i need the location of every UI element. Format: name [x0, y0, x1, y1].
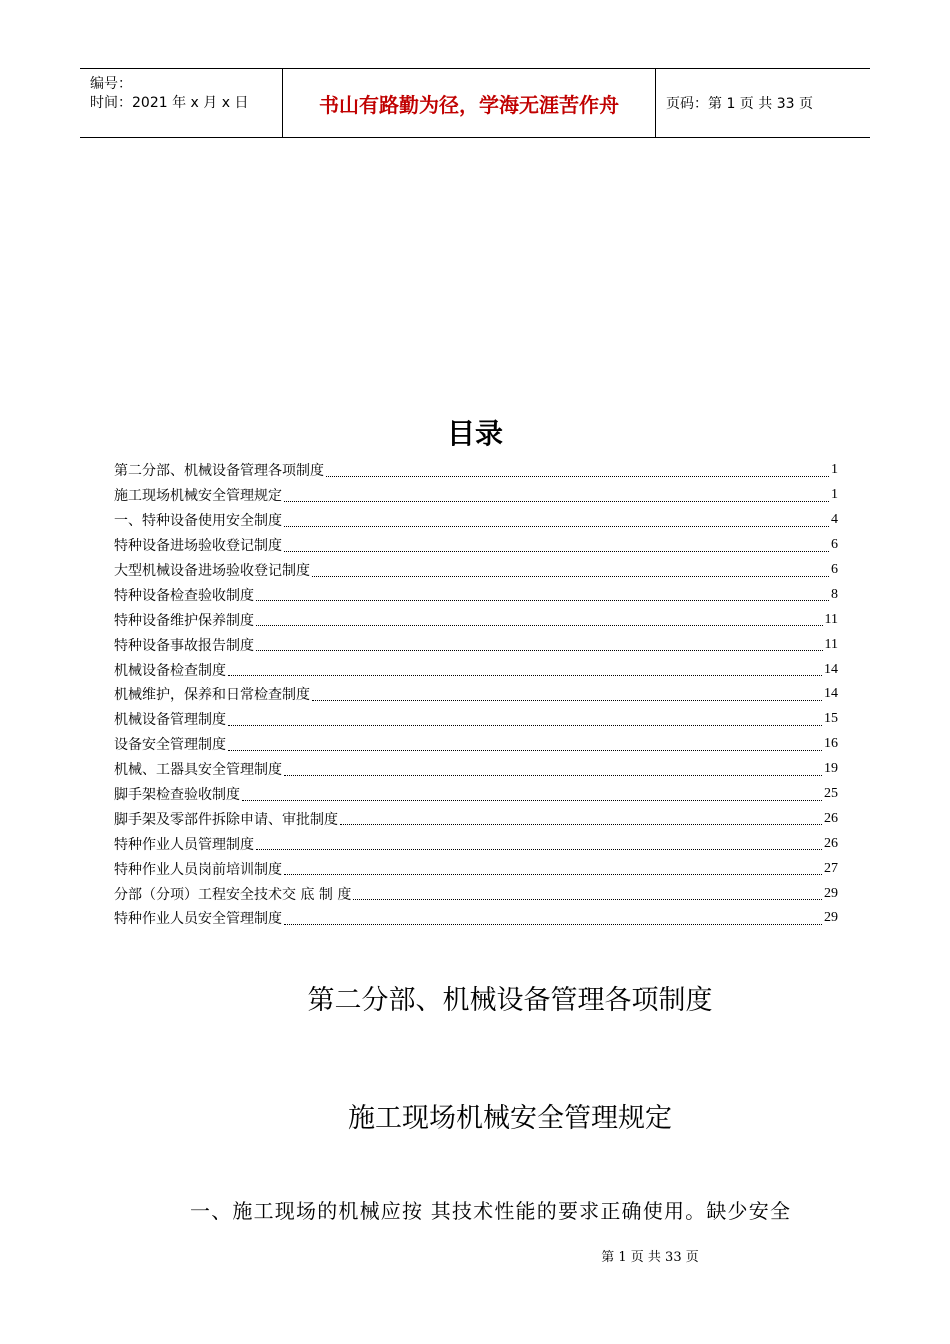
- toc-entry[interactable]: [114, 881, 838, 906]
- toc-leader-dots: [284, 487, 829, 502]
- body-paragraph: 一、施工现场的机械应按 其技术性能的要求正确使用。缺少安全: [190, 1199, 792, 1223]
- toc-entry[interactable]: [114, 632, 838, 657]
- toc-entry-page: 27: [824, 860, 838, 876]
- toc-entry[interactable]: [114, 806, 838, 831]
- subsection-heading: 施工现场机械安全管理规定: [348, 1103, 672, 1134]
- toc-entry-title: 特种作业人员岗前培训制度: [114, 861, 282, 878]
- toc-entry-page: 6: [831, 562, 838, 577]
- toc-entry-page: 29: [824, 910, 838, 926]
- number-label: 编号：: [90, 76, 132, 92]
- toc-entry[interactable]: [114, 757, 838, 782]
- toc-entry-title: 特种作业人员管理制度: [114, 836, 254, 853]
- toc-leader-dots: [228, 736, 822, 751]
- toc-entry-title: 机械、工器具安全管理制度: [114, 762, 282, 779]
- toc-entry-title: 分部（分项）工程安全技术交 底 制 度: [114, 886, 352, 903]
- toc-entry-page: 4: [831, 512, 838, 528]
- toc-entry-title: 机械设备管理制度: [114, 712, 226, 729]
- toc-entry[interactable]: [114, 483, 838, 508]
- toc-entry-title: 大型机械设备进场验收登记制度: [114, 563, 310, 579]
- toc-entry-page: 1: [831, 487, 838, 503]
- toc-entry-title: 机械设备检查制度: [114, 662, 226, 679]
- toc-entry-title: 特种设备维护保养制度: [114, 612, 254, 629]
- date-label: 时间：2021 年 x 月 x 日: [90, 95, 249, 111]
- toc-leader-dots: [312, 562, 829, 577]
- toc-title: 目录: [446, 417, 503, 450]
- toc-entry-title: 设备安全管理制度: [114, 737, 226, 754]
- toc-entry-title: 特种作业人员安全管理制度: [114, 911, 282, 928]
- toc-entry-page: 14: [824, 686, 838, 702]
- toc-leader-dots: [312, 686, 822, 701]
- toc-entry[interactable]: [114, 533, 838, 558]
- toc-entry-page: 14: [824, 661, 838, 677]
- toc-entry-page: 29: [824, 885, 838, 901]
- toc-entry[interactable]: [114, 657, 838, 682]
- toc-leader-dots: [284, 512, 829, 527]
- toc-leader-dots: [284, 537, 829, 552]
- header-meta: [80, 69, 282, 137]
- toc-leader-dots: [256, 835, 822, 850]
- toc-leader-dots: [353, 885, 822, 900]
- toc-entry-title: 特种设备进场验收登记制度: [114, 538, 282, 555]
- header-motto: 书山有路勤为径，学海无涯苦作舟: [282, 69, 656, 137]
- toc-leader-dots: [228, 661, 822, 676]
- toc-entry-title: 特种设备事故报告制度: [114, 637, 254, 654]
- toc-entry-page: 1: [831, 462, 838, 478]
- header-page-info: 页码：第 1 页 共 33 页: [666, 96, 813, 112]
- toc-leader-dots: [340, 810, 822, 825]
- toc-entry-page: 8: [831, 586, 838, 602]
- toc-leader-dots: [326, 462, 829, 477]
- toc-entry[interactable]: [114, 458, 838, 483]
- table-of-contents: [114, 458, 838, 931]
- toc-entry[interactable]: [114, 682, 838, 707]
- page-header: [80, 68, 870, 138]
- page-footer: 第 1 页 共 33 页: [601, 1250, 699, 1265]
- toc-leader-dots: [256, 611, 823, 626]
- toc-entry-page: 19: [824, 761, 838, 777]
- toc-entry[interactable]: [114, 732, 838, 757]
- toc-entry-title: 机械维护，保养和日常检查制度: [114, 687, 310, 704]
- toc-entry[interactable]: [114, 508, 838, 533]
- toc-entry-page: 25: [824, 786, 838, 802]
- toc-leader-dots: [242, 786, 822, 801]
- toc-entry-page: 15: [824, 711, 838, 727]
- toc-leader-dots: [256, 586, 829, 601]
- toc-entry-page: 11: [824, 636, 838, 652]
- toc-entry[interactable]: [114, 707, 838, 732]
- toc-entry-title: 施工现场机械安全管理规定: [114, 488, 282, 505]
- toc-entry-page: 16: [824, 736, 838, 752]
- toc-entry-title: 脚手架检查验收制度: [114, 787, 240, 804]
- toc-leader-dots: [284, 860, 822, 875]
- toc-entry[interactable]: [114, 906, 838, 931]
- toc-leader-dots: [284, 910, 822, 925]
- toc-entry-page: 11: [824, 611, 838, 627]
- toc-entry-title: 特种设备检查验收制度: [114, 587, 254, 604]
- toc-entry[interactable]: [114, 582, 838, 607]
- section-heading: 第二分部、机械设备管理各项制度: [307, 985, 713, 1016]
- toc-entry[interactable]: [114, 831, 838, 856]
- toc-entry-title: 一、特种设备使用安全制度: [114, 513, 282, 530]
- toc-entry[interactable]: [114, 782, 838, 807]
- toc-leader-dots: [284, 761, 822, 776]
- toc-entry-title: 第二分部、机械设备管理各项制度: [114, 463, 324, 480]
- toc-entry-title: 脚手架及零部件拆除申请、审批制度: [114, 811, 338, 828]
- toc-entry[interactable]: [114, 607, 838, 632]
- toc-leader-dots: [228, 711, 822, 726]
- toc-entry-page: 26: [824, 810, 838, 826]
- toc-entry-page: 6: [831, 537, 838, 553]
- toc-leader-dots: [256, 636, 823, 651]
- toc-entry-page: 26: [824, 835, 838, 851]
- toc-entry[interactable]: [114, 856, 838, 881]
- toc-entry[interactable]: [114, 558, 838, 583]
